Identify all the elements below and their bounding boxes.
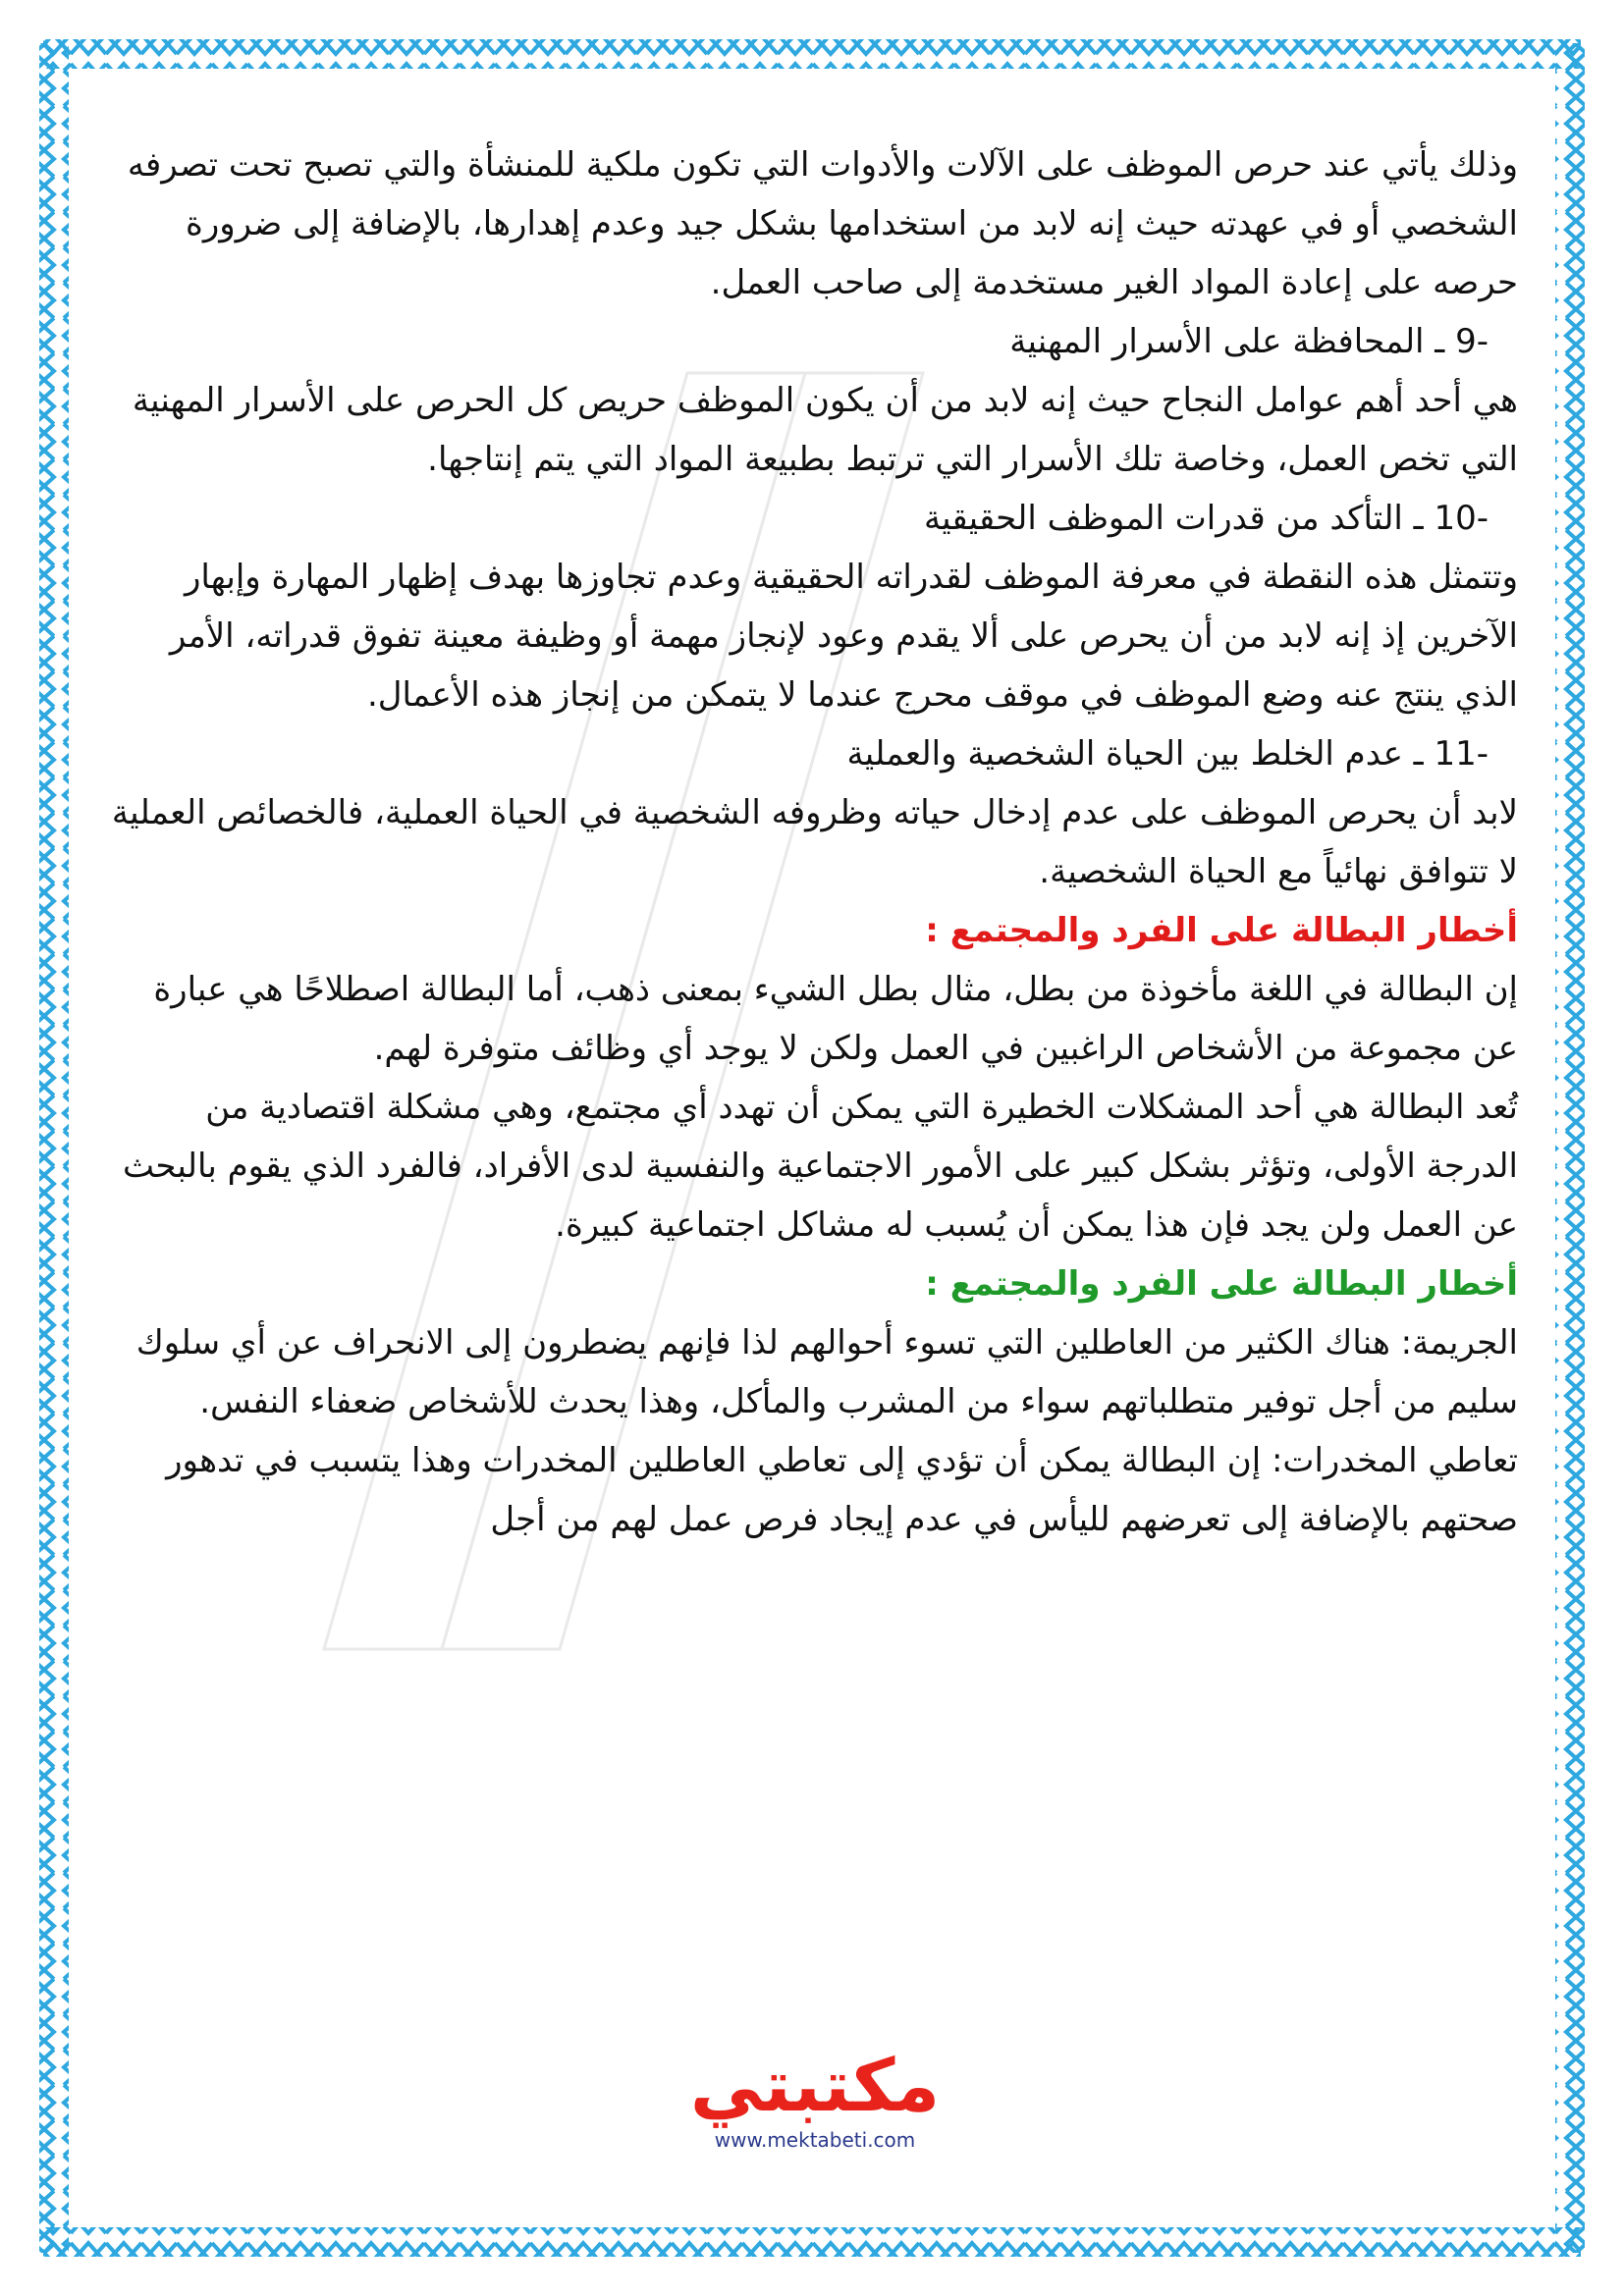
logo-brand-word: مكتبتي [689, 2044, 941, 2128]
paragraph-unemployment-definition: إن البطالة في اللغة مأخوذة من بطل، مثال بطل الشيء بمعنى ذهب، أما البطالة اصطلاحًا هي عبارة عن مجموعة من الأشخاص الراغبين في العمل ولكن لا يوجد أي وظائف متوفرة لهم. [153, 970, 1518, 1068]
item-11-heading: -11 ـ عدم الخلط بين الحياة الشخصية والعملية [846, 734, 1489, 774]
logo-url: www.mektabeti.com [714, 2128, 916, 2152]
section-heading-unemployment-dangers: أخطار البطالة على الفرد والمجتمع : [925, 911, 1518, 950]
paragraph-real-abilities: وتتمثل هذه النقطة في معرفة الموظف لقدراته الحقيقية وعدم تجاوزها بهدف إظهار المهارة وإبهار الآخرين إذ إنه لابد من أن يحرص على ألا يقدم وعود لإنجاز مهمة أو وظيفة معينة تفوق قدراته، الأمر الذي ينتج عنه وضع الموظف في موقف محرج عندما لا يتمكن من إنجاز هذه الأعمال. [169, 558, 1518, 715]
paragraph-unemployment-problem: تُعد البطالة هي أحد المشكلات الخطيرة التي يمكن أن تهدد أي مجتمع، وهي مشكلة اقتصادية من الدرجة الأولى، وتؤثر بشكل كبير على الأمور الاجتماعية والنفسية لدى الأفراد، فالفرد الذي يقوم بالبحث عن العمل ولن يجد فإن هذا يمكن أن يُسبب له مشاكل اجتماعية كبيرة. [123, 1088, 1518, 1245]
paragraph-crime: الجريمة: هناك الكثير من العاطلين التي تسوء أحوالهم لذا فإنهم يضطرون إلى الانحراف عن أي سلوك سليم من أجل توفير متطلباتهم سواء من المشرب والمأكل، وهذا يحدث للأشخاص ضعفاء النفس. [135, 1323, 1518, 1421]
paragraph-personal-work-life: لابد أن يحرص الموظف على عدم إدخال حياته وظروفه الشخصية في الحياة العملية، فالخصائص العملية لا تتوافق نهائياً مع الحياة الشخصية. [111, 793, 1518, 891]
paragraph-professional-secrets: هي أحد أهم عوامل النجاح حيث إنه لابد من أن يكون الموظف حريص كل الحرص على الأسرار المهنية التي تخص العمل، وخاصة تلك الأسرار التي ترتبط بطبيعة المواد التي يتم إنتاجها. [132, 381, 1518, 479]
paragraph-tools-care: وذلك يأتي عند حرص الموظف على الآلات والأدوات التي تكون ملكية للمنشأة والتي تصبح تحت تصرفه الشخصي أو في عهدته حيث إنه لابد من استخدامها بشكل جيد وعدم إهدارها، بالإضافة إلى ضرورة حرصه على إعادة المواد الغير مستخدمة إلى صاحب العمل. [127, 145, 1518, 302]
footer-logo [628, 2042, 1001, 2160]
section-heading-unemployment-dangers-2: أخطار البطالة على الفرد والمجتمع : [925, 1264, 1518, 1304]
item-9-heading: -9 ـ المحافظة على الأسرار المهنية [1009, 322, 1489, 361]
paragraph-drugs: تعاطي المخدرات: إن البطالة يمكن أن تؤدي إلى تعاطي العاطلين المخدرات وهذا يتسبب في تدهور صحتهم بالإضافة إلى تعرضهم لليأس في عدم إيجاد فرص عمل لهم من أجل [166, 1441, 1518, 1539]
article-body [108, 135, 1518, 1549]
logo-brand-text [628, 2042, 1001, 2130]
item-10-heading: -10 ـ التأكد من قدرات الموظف الحقيقية [923, 499, 1489, 538]
